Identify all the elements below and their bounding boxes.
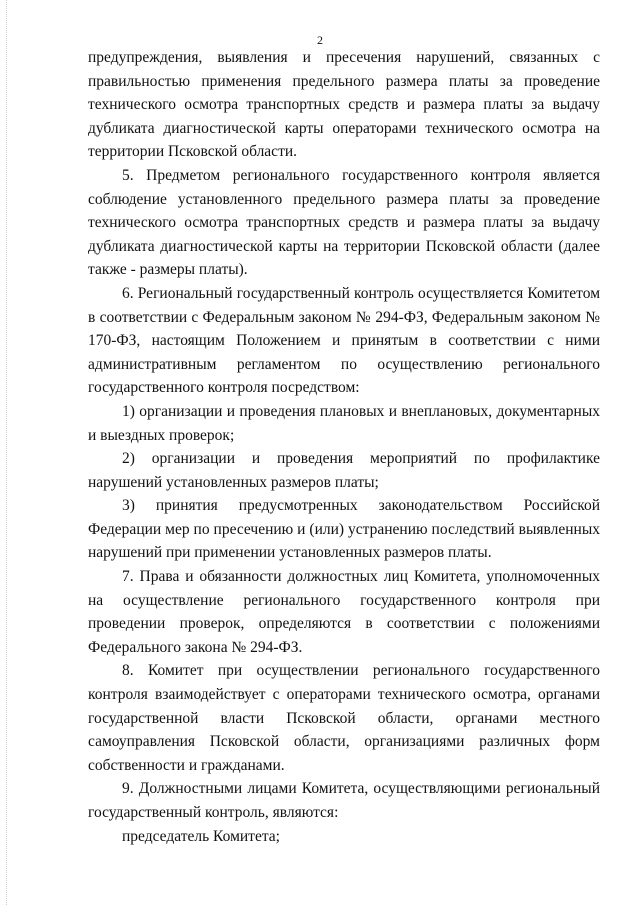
paragraph-9-item-chairman: председатель Комитета; <box>122 827 280 845</box>
paragraph-6-item-3: 3) принятия предусмотренных законодательством Российской Федерации мер по пресечению и (или) устранению последствий выявленных нарушений при применении установленных размеров платы. <box>88 497 600 562</box>
paragraph-continuation: предупреждения, выявления и пресечения нарушений, связанных с правильностью применения предельного размера платы за проведение технического осмотра транспортных средств и размера платы за выдачу дубликата диагностической карты операторами технического осмотра на территории Псковской области. <box>88 49 600 161</box>
paragraph-9: 9. Должностными лицами Комитета, осуществляющими региональный государственный контроль, являются: <box>88 780 600 821</box>
paragraph-5: 5. Предметом регионального государственного контроля является соблюдение установленного предельного размера платы за проведение технического осмотра транспортных средств и размера платы за выдачу дубликата диагностической карты на территории Псковской области (далее также - размеры платы). <box>88 166 600 279</box>
paragraph-8: 8. Комитет при осуществлении регионального государственного контроля взаимодействует с операторами технического осмотра, органами государственной власти Псковской области, органами местного самоуправления Псковской области, организациями различных форм собственности и гражданами. <box>88 662 600 774</box>
paragraph-6-item-2: 2) организации и проведения мероприятий по профилактике нарушений установленных размеров платы; <box>88 450 600 491</box>
scan-edge-line <box>6 0 8 905</box>
paragraph-6: 6. Региональный государственный контроль осуществляется Комитетом в соответствии с Федеральным законом № 294-ФЗ, Федеральным законом № 170-ФЗ, настоящим Положением и принятым в соответствии с ними административным регламентом по осуществлению регионального государственного контроля посредством: <box>88 284 600 397</box>
page-number: 2 <box>317 33 323 47</box>
paragraph-6-item-1: 1) организации и проведения плановых и внеплановых, документарных и выездных проверок; <box>88 402 600 444</box>
paragraph-7: 7. Права и обязанности должностных лиц Комитета, уполномоченных на осуществление регионального государственного контроля при проведении проверок, определяются в соответствии с положениями Федерального закона № 294-ФЗ. <box>88 568 600 656</box>
document-body <box>88 46 600 848</box>
